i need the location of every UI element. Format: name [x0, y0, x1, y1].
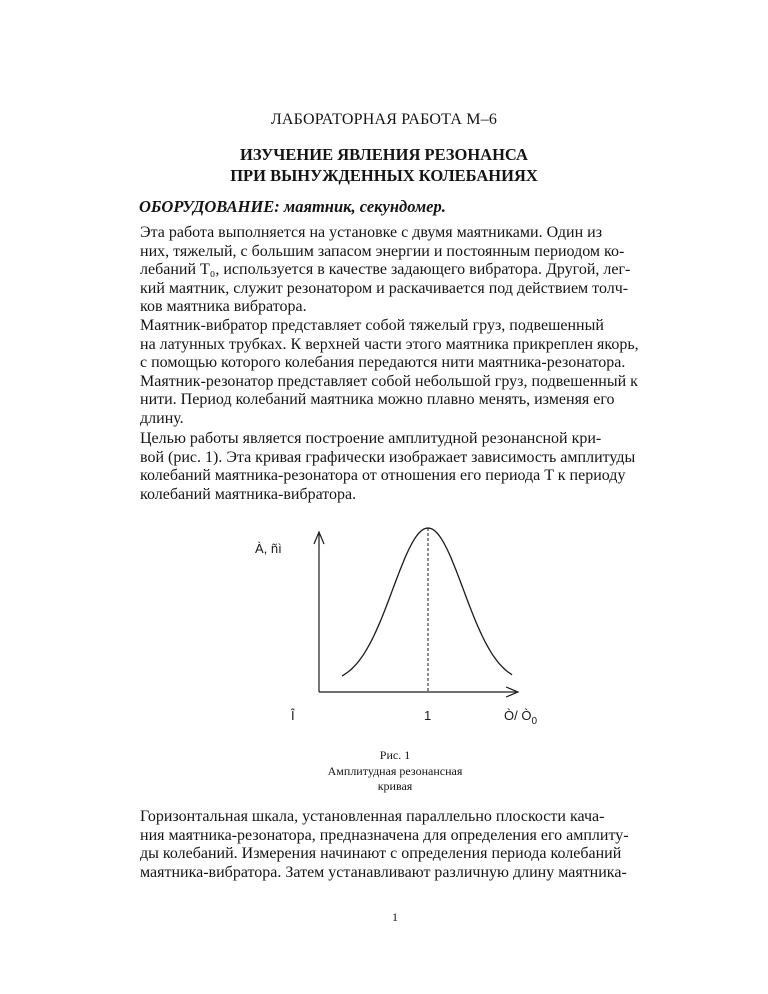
x-axis-label-text: Ò/ Ò: [504, 708, 532, 723]
paragraph-line: Маятник-вибратор представляет собой тяжелый груз, подвешенный: [140, 317, 604, 334]
paragraph-line: ды колебаний. Измерения начинают с определения периода колебаний: [140, 845, 622, 862]
paragraph-4: [107, 808, 686, 882]
paragraph-line: колебаний маятника-вибратора.: [140, 485, 357, 503]
paragraph-line: с помощью которого колебания передаются нити маятника-резонатора.: [140, 354, 626, 371]
paragraph-line: кий маятник, служит резонатором и раскачивается под действием толч-: [140, 279, 629, 297]
caption-line-1: Рис. 1: [379, 748, 411, 762]
caption-line-3: кривая: [377, 779, 413, 793]
paragraph-line: длину.: [140, 409, 184, 427]
y-axis-label: À, ñì: [255, 541, 282, 556]
paragraph-line: на латунных трубках. К верхней части этого маятника прикреплен якорь,: [140, 335, 639, 353]
resonance-curve: [342, 528, 512, 676]
paragraph-line: ния маятника-резонатора, предназначена для определения его амплиту-: [140, 826, 629, 844]
paragraph-line: Целью работы является построение амплитудной резонансной кри-: [140, 430, 602, 447]
equipment-line: ОБОРУДОВАНИЕ: маятник, секундомер.: [139, 197, 446, 216]
main-title-line-2: ПРИ ВЫНУЖДЕННЫХ КОЛЕБАНИЯХ: [230, 166, 538, 185]
x-axis-label: [504, 708, 537, 727]
paragraph-line: Горизонтальная шкала, установленная параллельно плоскости кача-: [140, 808, 605, 825]
axes: [314, 528, 518, 697]
paragraph-line: маятника-вибратора. Затем устанавливают различную длину маятника-: [140, 863, 627, 881]
origin-label: Î: [291, 708, 295, 723]
paragraph-line: Эта работа выполняется на установке с двумя маятниками. Один из: [140, 224, 603, 241]
paragraph-line: нити. Период колебаний маятника можно плавно менять, изменяя его: [140, 391, 615, 408]
caption-line-2: Амплитудная резонансная: [327, 763, 463, 778]
paragraph-line: вой (рис. 1). Эта кривая графически изображает зависимость амплитуды: [140, 448, 636, 466]
paragraph-line: Маятник-резонатор представляет собой небольшой груз, подвешенный к: [140, 372, 638, 390]
paragraph-line: колебаний маятника-резонатора от отношения его периода T к периоду: [140, 467, 626, 484]
x-axis-label-subscript: 0: [531, 716, 538, 727]
paragraph-line: ков маятника вибратора.: [140, 298, 307, 315]
paragraph-line: лебаний T₀, используется в качестве задающего вибратора. Другой, лег-: [140, 261, 631, 278]
figure-caption: [0, 748, 768, 795]
lab-title: ЛАБОРАТОРНАЯ РАБОТА М–6: [270, 111, 498, 128]
x-tick-label: 1: [424, 708, 432, 723]
main-title-line-1: ИЗУЧЕНИЕ ЯВЛЕНИЯ РЕЗОНАНСА: [240, 145, 528, 164]
paragraph-line: них, тяжелый, с большим запасом энергии и постоянным периодом ко-: [140, 242, 625, 260]
page-number: 1: [392, 910, 398, 924]
